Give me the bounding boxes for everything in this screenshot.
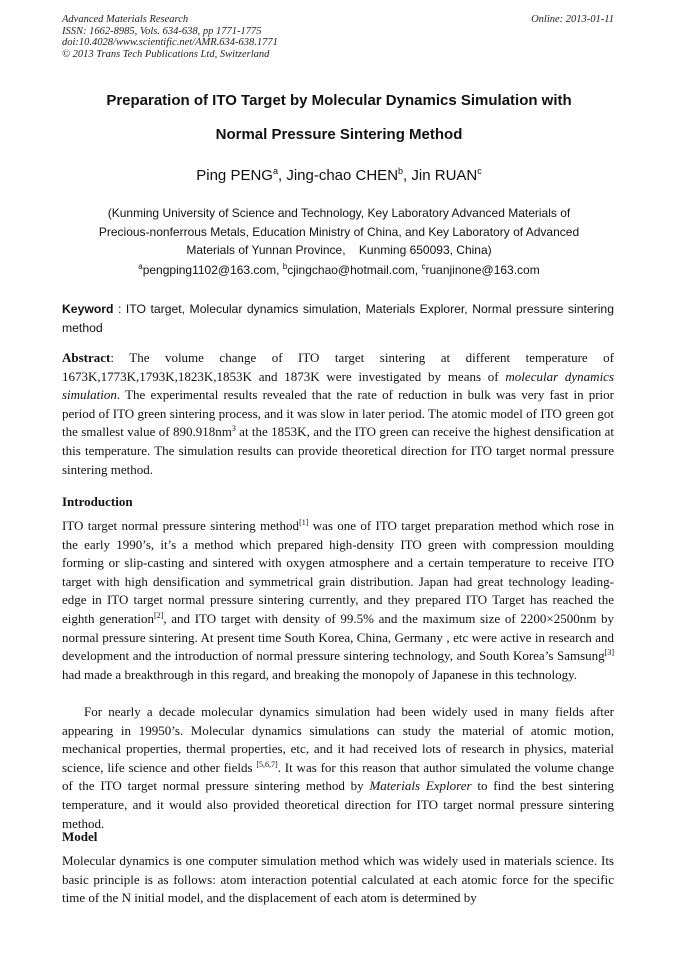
citation-ref[interactable]: [2]	[154, 610, 164, 620]
journal-header	[62, 14, 278, 60]
section-heading-model: Model	[62, 829, 98, 844]
intro-text: . It was for this reason that author simulated the volume change of the ITO target normal pressure sintering method by	[62, 759, 615, 794]
journal-doi[interactable]: doi:10.4028/www.scientific.net/AMR.634-638.1771	[62, 37, 278, 49]
author-name: Jin RUAN	[411, 167, 478, 184]
abstract-text: . The experimental results revealed that the rate of reduction in bulk was very fast in prior period of ITO green sintering process, and it was slow in later period. The atomic model of ITO green got the smallest value of 890.918nm	[62, 387, 614, 440]
intro-text: to find the best sintering temperature, and it would also provided theoretical direction for ITO target normal pressure sintering method.	[62, 778, 615, 831]
abstract-italic: molecular dynamics simulation	[62, 368, 615, 403]
introduction-paragraph-2	[62, 703, 614, 833]
abstract-text: : The volume change of ITO target sintering at different temperature of 1673K,1773K,1793K,1823K,1853K and 1873K were investigated by means of	[62, 350, 614, 384]
affiliation-line: Materials of Yunnan Province, Kunming 650093, China)	[186, 243, 492, 257]
author-emails	[40, 262, 638, 277]
author-name: Ping PENG	[196, 167, 273, 184]
citation-ref[interactable]: [1]	[299, 518, 309, 527]
author-superscript: c	[477, 166, 482, 176]
journal-issn: ISSN: 1662-8985, Vols. 634-638, pp 1771-1775	[62, 25, 262, 37]
introduction-paragraph-1	[62, 517, 614, 684]
journal-copyright: © 2013 Trans Tech Publications Ltd, Switzerland	[62, 48, 270, 60]
citation-ref[interactable]: [3]	[604, 648, 614, 658]
intro-text: , and ITO target with density of 99.5% and the maximum size of 2200×2500nm by normal pressure sintering. At present time South Korea, China, Germany , etc were active in research and development and the introduction of normal pressure sintering technology, and South Korea’s Samsung	[62, 610, 614, 664]
abstract-text: at the 1853K, and the ITO green can receive the highest densification at this temperature. The simulation results can provide theoretical direction for ITO target normal pressure sintering method.	[62, 424, 614, 477]
model-paragraph-1: Molecular dynamics is one computer simulation method which was widely used in materials science. Its basic principle is as follows: atom interaction potential calculated at each atomic force for the specific time of the N initial model, and the displacement of each atom is determined by	[62, 853, 614, 906]
paper-title-line1: Preparation of ITO Target by Molecular Dynamics Simulation with	[106, 92, 572, 109]
email-link[interactable]: ruanjinone@163.com	[425, 263, 540, 277]
author-superscript: a	[272, 166, 278, 176]
affiliation	[70, 204, 608, 260]
intro-text: ITO target normal pressure sintering method	[62, 518, 300, 533]
intro-text: had made a breakthrough in this regard, and breaking the monopoly of Japanese in this technology.	[62, 666, 578, 682]
abstract	[62, 349, 614, 479]
keywords	[62, 300, 614, 337]
journal-name: Advanced Materials Research	[62, 14, 189, 25]
keyword-label: Keyword	[62, 302, 114, 316]
paper-title-line2: Normal Pressure Sintering Method	[215, 126, 463, 143]
email-superscript: c	[421, 262, 426, 271]
abstract-superscript: 3	[231, 424, 236, 434]
intro-text: For nearly a decade molecular dynamics simulation had been widely used in many fields after appearing in 19950’s. Molecular dynamics simulations can study the material of atomic motion, mechanical properties, thermal properties, etc, and it had received lots of research in physics, material science, life science and other fields	[62, 704, 614, 775]
affiliation-line: Precious-nonferrous Metals, Education Ministry of China, and Key Laboratory of Advanced	[98, 224, 580, 239]
author-name: Jing-chao CHEN	[286, 167, 399, 184]
intro-text: was one of ITO target preparation method which rose in the early 1990’s, it’s a method which prepared high-density ITO green with compression moulding forming or slip-casting and sintered with oxygen atmosphere and a certain temperature to receive ITO target with high densification and symmetrical grain distribution. Japan had great technology leading-edge in ITO target normal pressure sintering currently, and they prepared ITO Target has reached the eighth generation	[62, 518, 614, 626]
online-date: Online: 2013-01-11	[531, 14, 614, 25]
abstract-label: Abstract	[62, 350, 111, 365]
affiliation-line: (Kunming University of Science and Technology, Key Laboratory Advanced Materials of	[107, 206, 571, 220]
email-superscript: b	[282, 262, 288, 271]
intro-italic: Materials Explorer	[369, 778, 472, 794]
author-superscript: b	[398, 166, 404, 176]
author-list: Ping PENG$^a$, Jing-chao CHEN$^b$, Jin RUAN$^c$	[196, 166, 482, 184]
email-link[interactable]: pengping1102@163.com,	[142, 263, 283, 277]
section-heading-introduction: Introduction	[62, 494, 133, 509]
email-superscript: a	[138, 262, 143, 271]
citation-ref[interactable]: [5,6,7]	[256, 759, 278, 769]
keyword-text: : ITO target, Molecular dynamics simulation, Materials Explorer, Normal pressure sintering method	[62, 302, 614, 335]
email-link[interactable]: cjingchao@hotmail.com,	[287, 263, 422, 277]
